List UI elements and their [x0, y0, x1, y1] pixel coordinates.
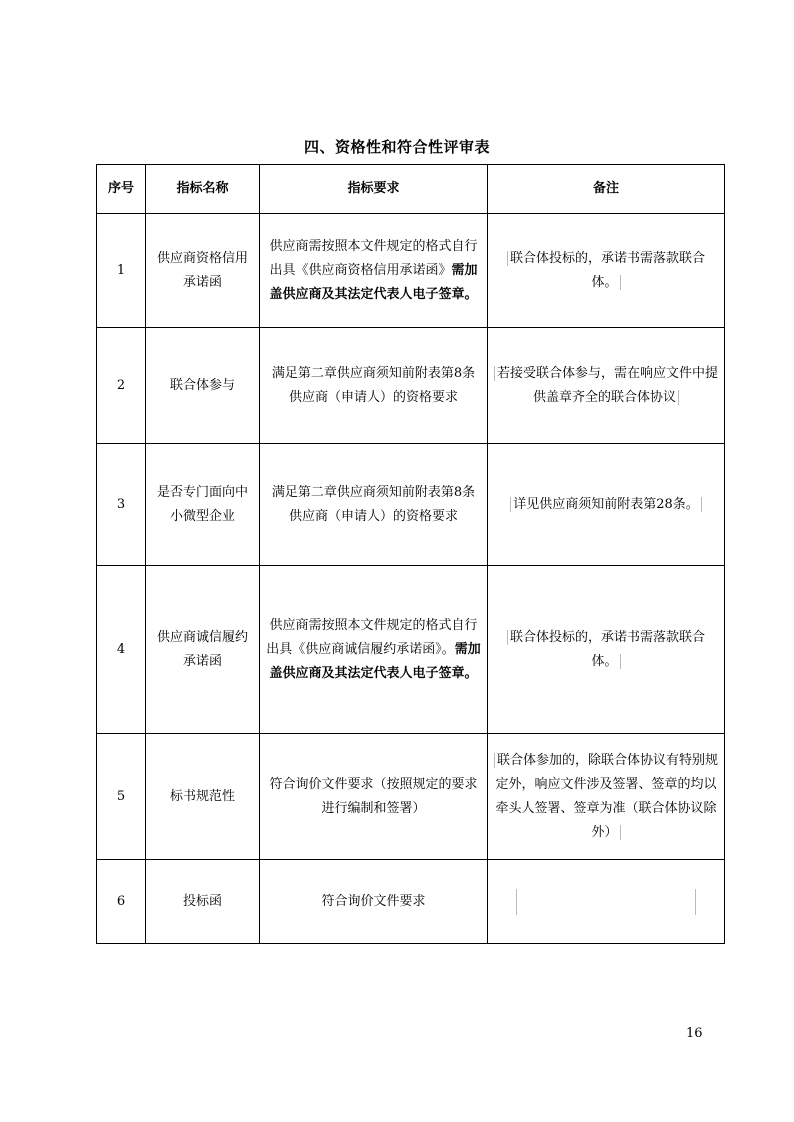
note-text: 联合体参加的，除联合体协议有特别规定外，响应文件涉及签署、签章的均以牵头人签署、签章为准（联合体协议除外）: [495, 752, 719, 840]
row-index: 6: [97, 860, 146, 944]
note-text: 联合体投标的，承诺书需落款联合体。: [507, 630, 705, 669]
row-index: 1: [97, 214, 146, 328]
row-name: 供应商资格信用承诺函: [146, 214, 260, 328]
row-requirement: [260, 566, 488, 734]
row-requirement: [260, 328, 488, 444]
row-requirement: [260, 214, 488, 328]
requirement-text: 供应商需按照本文件规定的格式自行出具《供应商资格信用承诺函》: [269, 238, 478, 278]
row-name: 供应商诚信履约承诺函: [146, 566, 260, 734]
header-note: 备注: [488, 165, 725, 214]
requirement-text: 满足第二章供应商须知前附表第8条供应商（申请人）的资格要求: [271, 365, 476, 405]
evaluation-table: [96, 164, 725, 944]
page-number: 16: [686, 1026, 703, 1041]
row-note: [488, 214, 725, 328]
row-index: 5: [97, 734, 146, 860]
row-name: 是否专门面向中小微型企业: [146, 444, 260, 566]
requirement-text: 供应商需按照本文件规定的格式自行出具《供应商诚信履约承诺函》。: [266, 617, 478, 657]
row-name: 投标函: [146, 860, 260, 944]
note-text: 详见供应商须知前附表第28条。: [510, 497, 702, 512]
row-note: [488, 734, 725, 860]
table-row: [97, 444, 725, 566]
row-note: [488, 444, 725, 566]
row-note: [488, 566, 725, 734]
header-index: 序号: [97, 165, 146, 214]
table-row: [97, 214, 725, 328]
row-note: [488, 328, 725, 444]
requirement-bold-text: 需加盖供应商及其法定代表人电子签章。: [269, 641, 481, 681]
table-header-row: [97, 165, 725, 214]
note-text: 若接受联合体参与，需在响应文件中提供盖章齐全的联合体协议: [494, 366, 718, 405]
cursor-mark: [695, 889, 696, 915]
row-requirement: [260, 860, 488, 944]
cursor-mark: [516, 889, 517, 915]
empty-note-markers: [494, 889, 718, 915]
table-row: [97, 860, 725, 944]
header-requirement: 指标要求: [260, 165, 488, 214]
row-index: 3: [97, 444, 146, 566]
row-note: [488, 860, 725, 944]
requirement-bold-text: 需加盖供应商及其法定代表人电子签章。: [269, 262, 478, 302]
note-text: 联合体投标的，承诺书需落款联合体。: [507, 251, 705, 290]
table-row: [97, 328, 725, 444]
header-name: 指标名称: [146, 165, 260, 214]
row-name: 标书规范性: [146, 734, 260, 860]
requirement-text: 符合询价文件要求（按照规定的要求进行编制和签署）: [269, 776, 478, 816]
row-index: 4: [97, 566, 146, 734]
requirement-text: 满足第二章供应商须知前附表第8条供应商（申请人）的资格要求: [271, 484, 476, 524]
table-row: [97, 734, 725, 860]
requirement-text: 符合询价文件要求: [321, 893, 426, 909]
row-name: 联合体参与: [146, 328, 260, 444]
table-row: [97, 566, 725, 734]
row-index: 2: [97, 328, 146, 444]
table-title: 四、资格性和符合性评审表: [303, 138, 490, 156]
row-requirement: [260, 444, 488, 566]
row-requirement: [260, 734, 488, 860]
